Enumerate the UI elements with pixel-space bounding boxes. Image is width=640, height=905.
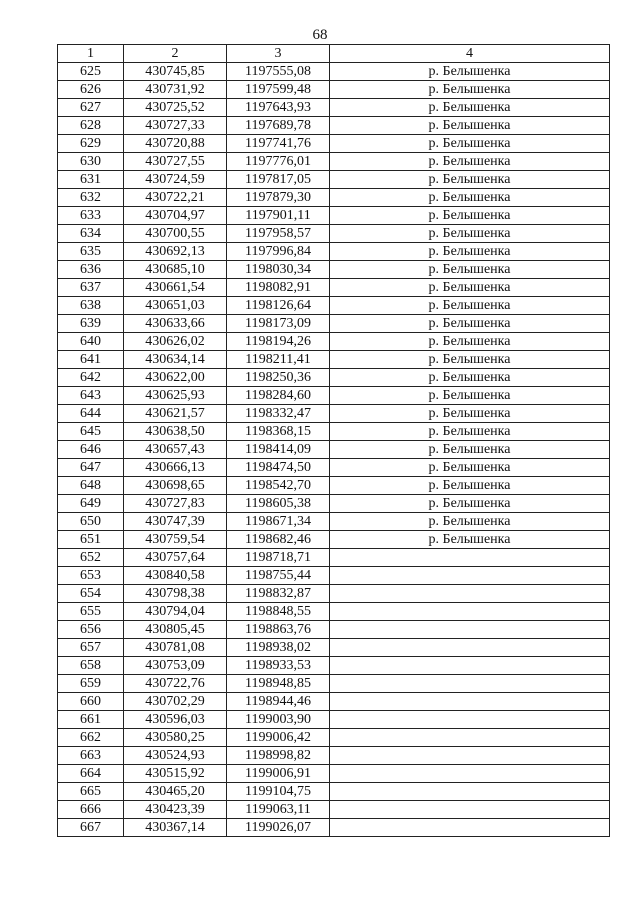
description-cell: р. Белышенка	[330, 207, 610, 225]
y-coordinate-cell: 1198030,34	[227, 261, 330, 279]
point-number-cell: 625	[58, 63, 124, 81]
description-cell: р. Белышенка	[330, 117, 610, 135]
x-coordinate-cell: 430692,13	[124, 243, 227, 261]
description-cell: р. Белышенка	[330, 81, 610, 99]
point-number-cell: 654	[58, 585, 124, 603]
table-row	[58, 675, 610, 693]
page-number: 68	[312, 27, 328, 43]
point-number-cell: 632	[58, 189, 124, 207]
table-row	[58, 477, 610, 495]
y-coordinate-cell: 1198848,55	[227, 603, 330, 621]
y-coordinate-cell: 1199063,11	[227, 801, 330, 819]
description-cell	[330, 639, 610, 657]
description-cell	[330, 801, 610, 819]
y-coordinate-cell: 1197817,05	[227, 171, 330, 189]
y-coordinate-cell: 1197643,93	[227, 99, 330, 117]
point-number-cell: 650	[58, 513, 124, 531]
point-number-cell: 634	[58, 225, 124, 243]
y-coordinate-cell: 1198998,82	[227, 747, 330, 765]
x-coordinate-cell: 430745,85	[124, 63, 227, 81]
x-coordinate-cell: 430702,29	[124, 693, 227, 711]
y-coordinate-cell: 1198755,44	[227, 567, 330, 585]
x-coordinate-cell: 430727,83	[124, 495, 227, 513]
description-cell: р. Белышенка	[330, 63, 610, 81]
point-number-cell: 641	[58, 351, 124, 369]
description-cell	[330, 567, 610, 585]
x-coordinate-cell: 430700,55	[124, 225, 227, 243]
table-row	[58, 657, 610, 675]
point-number-cell: 663	[58, 747, 124, 765]
y-coordinate-cell: 1197776,01	[227, 153, 330, 171]
y-coordinate-cell: 1197879,30	[227, 189, 330, 207]
x-coordinate-cell: 430638,50	[124, 423, 227, 441]
point-number-cell: 640	[58, 333, 124, 351]
point-number-cell: 652	[58, 549, 124, 567]
point-number-cell: 653	[58, 567, 124, 585]
table-row	[58, 711, 610, 729]
description-cell: р. Белышенка	[330, 225, 610, 243]
point-number-cell: 662	[58, 729, 124, 747]
y-coordinate-cell: 1197741,76	[227, 135, 330, 153]
x-coordinate-cell: 430798,38	[124, 585, 227, 603]
table-row	[58, 171, 610, 189]
table-row	[58, 405, 610, 423]
description-cell	[330, 765, 610, 783]
table-row	[58, 351, 610, 369]
description-cell	[330, 675, 610, 693]
point-number-cell: 638	[58, 297, 124, 315]
table-row	[58, 567, 610, 585]
point-number-cell: 631	[58, 171, 124, 189]
y-coordinate-cell: 1198944,46	[227, 693, 330, 711]
table-row	[58, 387, 610, 405]
table-row	[58, 225, 610, 243]
table-row	[58, 801, 610, 819]
y-coordinate-cell: 1198414,09	[227, 441, 330, 459]
y-coordinate-cell: 1198082,91	[227, 279, 330, 297]
x-coordinate-cell: 430465,20	[124, 783, 227, 801]
point-number-cell: 648	[58, 477, 124, 495]
x-coordinate-cell: 430747,39	[124, 513, 227, 531]
y-coordinate-cell: 1198474,50	[227, 459, 330, 477]
x-coordinate-cell: 430651,03	[124, 297, 227, 315]
description-cell: р. Белышенка	[330, 405, 610, 423]
y-coordinate-cell: 1198542,70	[227, 477, 330, 495]
table-row	[58, 603, 610, 621]
x-coordinate-cell: 430524,93	[124, 747, 227, 765]
point-number-cell: 639	[58, 315, 124, 333]
description-cell: р. Белышенка	[330, 135, 610, 153]
table-row	[58, 117, 610, 135]
point-number-cell: 651	[58, 531, 124, 549]
table-row	[58, 621, 610, 639]
y-coordinate-cell: 1199006,42	[227, 729, 330, 747]
x-coordinate-cell: 430621,57	[124, 405, 227, 423]
point-number-cell: 637	[58, 279, 124, 297]
table-row	[58, 585, 610, 603]
point-number-cell: 628	[58, 117, 124, 135]
description-cell	[330, 657, 610, 675]
x-coordinate-cell: 430625,93	[124, 387, 227, 405]
point-number-cell: 643	[58, 387, 124, 405]
description-cell: р. Белышенка	[330, 531, 610, 549]
table-row	[58, 243, 610, 261]
point-number-cell: 647	[58, 459, 124, 477]
header-col-1: 1	[58, 45, 124, 63]
header-col-2: 2	[124, 45, 227, 63]
description-cell: р. Белышенка	[330, 459, 610, 477]
table-row	[58, 189, 610, 207]
description-cell	[330, 603, 610, 621]
table-row	[58, 729, 610, 747]
y-coordinate-cell: 1199003,90	[227, 711, 330, 729]
description-cell: р. Белышенка	[330, 423, 610, 441]
description-cell: р. Белышенка	[330, 369, 610, 387]
header-col-3: 3	[227, 45, 330, 63]
y-coordinate-cell: 1198718,71	[227, 549, 330, 567]
x-coordinate-cell: 430657,43	[124, 441, 227, 459]
x-coordinate-cell: 430685,10	[124, 261, 227, 279]
x-coordinate-cell: 430722,21	[124, 189, 227, 207]
description-cell	[330, 729, 610, 747]
x-coordinate-cell: 430515,92	[124, 765, 227, 783]
description-cell	[330, 783, 610, 801]
x-coordinate-cell: 430704,97	[124, 207, 227, 225]
point-number-cell: 656	[58, 621, 124, 639]
description-cell: р. Белышенка	[330, 171, 610, 189]
x-coordinate-cell: 430661,54	[124, 279, 227, 297]
description-cell: р. Белышенка	[330, 333, 610, 351]
x-coordinate-cell: 430367,14	[124, 819, 227, 837]
y-coordinate-cell: 1197958,57	[227, 225, 330, 243]
table-row	[58, 261, 610, 279]
description-cell: р. Белышенка	[330, 387, 610, 405]
table-row	[58, 531, 610, 549]
table-row	[58, 207, 610, 225]
description-cell	[330, 585, 610, 603]
y-coordinate-cell: 1198671,34	[227, 513, 330, 531]
table-body	[58, 63, 610, 837]
description-cell: р. Белышенка	[330, 297, 610, 315]
x-coordinate-cell: 430423,39	[124, 801, 227, 819]
x-coordinate-cell: 430753,09	[124, 657, 227, 675]
x-coordinate-cell: 430840,58	[124, 567, 227, 585]
y-coordinate-cell: 1198933,53	[227, 657, 330, 675]
point-number-cell: 629	[58, 135, 124, 153]
y-coordinate-cell: 1198605,38	[227, 495, 330, 513]
point-number-cell: 645	[58, 423, 124, 441]
x-coordinate-cell: 430794,04	[124, 603, 227, 621]
y-coordinate-cell: 1199104,75	[227, 783, 330, 801]
table-row	[58, 153, 610, 171]
table-row	[58, 495, 610, 513]
y-coordinate-cell: 1198863,76	[227, 621, 330, 639]
table-row	[58, 693, 610, 711]
description-cell: р. Белышенка	[330, 495, 610, 513]
y-coordinate-cell: 1198126,64	[227, 297, 330, 315]
point-number-cell: 665	[58, 783, 124, 801]
x-coordinate-cell: 430725,52	[124, 99, 227, 117]
table-row	[58, 333, 610, 351]
point-number-cell: 633	[58, 207, 124, 225]
y-coordinate-cell: 1199026,07	[227, 819, 330, 837]
x-coordinate-cell: 430580,25	[124, 729, 227, 747]
table-header-row	[58, 45, 610, 63]
point-number-cell: 635	[58, 243, 124, 261]
table-row	[58, 135, 610, 153]
x-coordinate-cell: 430724,59	[124, 171, 227, 189]
table-row	[58, 99, 610, 117]
point-number-cell: 636	[58, 261, 124, 279]
y-coordinate-cell: 1197599,48	[227, 81, 330, 99]
y-coordinate-cell: 1197996,84	[227, 243, 330, 261]
y-coordinate-cell: 1198682,46	[227, 531, 330, 549]
table-row	[58, 765, 610, 783]
y-coordinate-cell: 1199006,91	[227, 765, 330, 783]
x-coordinate-cell: 430720,88	[124, 135, 227, 153]
y-coordinate-cell: 1197689,78	[227, 117, 330, 135]
description-cell: р. Белышенка	[330, 513, 610, 531]
description-cell: р. Белышенка	[330, 261, 610, 279]
table-row	[58, 441, 610, 459]
point-number-cell: 666	[58, 801, 124, 819]
description-cell	[330, 549, 610, 567]
point-number-cell: 664	[58, 765, 124, 783]
table-row	[58, 747, 610, 765]
table-row	[58, 783, 610, 801]
point-number-cell: 659	[58, 675, 124, 693]
table-row	[58, 279, 610, 297]
description-cell	[330, 693, 610, 711]
y-coordinate-cell: 1198194,26	[227, 333, 330, 351]
table-row	[58, 81, 610, 99]
point-number-cell: 660	[58, 693, 124, 711]
description-cell: р. Белышенка	[330, 189, 610, 207]
point-number-cell: 642	[58, 369, 124, 387]
y-coordinate-cell: 1198211,41	[227, 351, 330, 369]
y-coordinate-cell: 1198368,15	[227, 423, 330, 441]
y-coordinate-cell: 1198284,60	[227, 387, 330, 405]
point-number-cell: 630	[58, 153, 124, 171]
point-number-cell: 655	[58, 603, 124, 621]
table-row	[58, 819, 610, 837]
table-row	[58, 315, 610, 333]
table-row	[58, 63, 610, 81]
table-row	[58, 423, 610, 441]
description-cell: р. Белышенка	[330, 351, 610, 369]
coordinates-table	[57, 44, 610, 837]
x-coordinate-cell: 430727,33	[124, 117, 227, 135]
point-number-cell: 626	[58, 81, 124, 99]
description-cell	[330, 819, 610, 837]
point-number-cell: 657	[58, 639, 124, 657]
point-number-cell: 661	[58, 711, 124, 729]
description-cell	[330, 711, 610, 729]
point-number-cell: 667	[58, 819, 124, 837]
y-coordinate-cell: 1198948,85	[227, 675, 330, 693]
point-number-cell: 658	[58, 657, 124, 675]
x-coordinate-cell: 430805,45	[124, 621, 227, 639]
y-coordinate-cell: 1198832,87	[227, 585, 330, 603]
description-cell: р. Белышенка	[330, 441, 610, 459]
x-coordinate-cell: 430666,13	[124, 459, 227, 477]
table-row	[58, 549, 610, 567]
table-row	[58, 459, 610, 477]
table-row	[58, 639, 610, 657]
x-coordinate-cell: 430622,00	[124, 369, 227, 387]
y-coordinate-cell: 1198173,09	[227, 315, 330, 333]
point-number-cell: 644	[58, 405, 124, 423]
x-coordinate-cell: 430759,54	[124, 531, 227, 549]
x-coordinate-cell: 430596,03	[124, 711, 227, 729]
x-coordinate-cell: 430727,55	[124, 153, 227, 171]
description-cell: р. Белышенка	[330, 99, 610, 117]
x-coordinate-cell: 430781,08	[124, 639, 227, 657]
description-cell	[330, 747, 610, 765]
x-coordinate-cell: 430633,66	[124, 315, 227, 333]
x-coordinate-cell: 430626,02	[124, 333, 227, 351]
header-col-4: 4	[330, 45, 610, 63]
point-number-cell: 627	[58, 99, 124, 117]
y-coordinate-cell: 1198250,36	[227, 369, 330, 387]
x-coordinate-cell: 430634,14	[124, 351, 227, 369]
x-coordinate-cell: 430731,92	[124, 81, 227, 99]
description-cell	[330, 621, 610, 639]
point-number-cell: 646	[58, 441, 124, 459]
y-coordinate-cell: 1197901,11	[227, 207, 330, 225]
x-coordinate-cell: 430722,76	[124, 675, 227, 693]
description-cell: р. Белышенка	[330, 153, 610, 171]
point-number-cell: 649	[58, 495, 124, 513]
y-coordinate-cell: 1198938,02	[227, 639, 330, 657]
table-row	[58, 369, 610, 387]
y-coordinate-cell: 1198332,47	[227, 405, 330, 423]
table-row	[58, 513, 610, 531]
table-row	[58, 297, 610, 315]
x-coordinate-cell: 430757,64	[124, 549, 227, 567]
description-cell: р. Белышенка	[330, 477, 610, 495]
description-cell: р. Белышенка	[330, 243, 610, 261]
description-cell: р. Белышенка	[330, 279, 610, 297]
x-coordinate-cell: 430698,65	[124, 477, 227, 495]
description-cell: р. Белышенка	[330, 315, 610, 333]
y-coordinate-cell: 1197555,08	[227, 63, 330, 81]
